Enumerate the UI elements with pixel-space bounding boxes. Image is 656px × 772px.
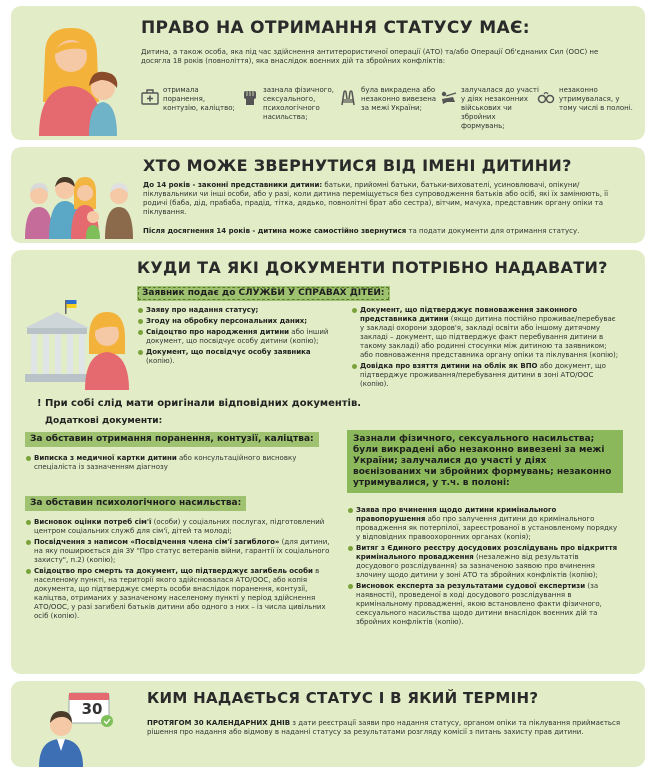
section-term (11, 681, 645, 767)
violence-box: Зазнали фізичного, сексуального насильства; були викрадені або незаконно вивезені за межі України; залучалися до участі у діях воєнізованих чи збройних формувань; незаконно утримувалися, у т.ч. в полоні: (347, 430, 623, 493)
injury-doc-list (25, 454, 325, 474)
right-doc-list (351, 306, 621, 391)
list-item: Заява про вчинення щодо дитини кримінального правопорушення або про залучення дитини до кримінального провадження як потерпілої, зареєстрованої в установленому порядку у відповідних правоохоронних органах (копія); (347, 506, 623, 542)
injury-bar: За обставин отримання поранення, контузії, каліцтва: (25, 432, 319, 447)
additional-docs-title: Додаткові документи: (45, 416, 163, 426)
handcuffs-icon (537, 88, 555, 106)
condition-label: була викрадена або незаконно вивезена за межі України; (361, 86, 437, 112)
family-illustration (23, 173, 141, 239)
applicant-bar: Заявник подає до СЛУЖБИ У СПРАВАХ ДІТЕЙ: (137, 286, 390, 301)
section-eligibility (11, 6, 645, 140)
section2-title: ХТО МОЖЕ ЗВЕРНУТИСЯ ВІД ІМЕНІ ДИТИНИ? (143, 156, 572, 175)
list-item: Довідка про взяття дитини на облік як ВПО або документ, що підтверджує проживання/перебування дитини в зоні АТО/ООС (копію). (351, 362, 621, 389)
raised-fist-icon (241, 88, 259, 106)
under14-text: батьки, прийомні батьки, батьки-вихователі, усиновлювачі, опікуни/піклувальники чи інші особи, або у разі, коли дитина переміщується без супроводження батьків або осіб, які їх замінюють, її родичі (баба, дід, прабаба, прадід, тітка, дядько, повнолітні брат або сестра), вітчим, мачуха, представник органу опіки та піклування. (143, 181, 609, 216)
psych-doc-list (25, 518, 331, 623)
condition-label: залучалася до участі у діях незаконних військових чи збройних формувань; (461, 86, 539, 130)
list-item: Документ, що посвідчує особу заявника (копію). (137, 348, 337, 366)
section-who-can-apply (11, 147, 645, 243)
section1-intro: Дитина, а також особа, яка під час здійснення антитерористичної операції (АТО) та/або Операції Об'єднаних Сил (ООС) не досягла 18 років (повноліття), яка внаслідок воєнних дій та збройних конфліктів: (141, 48, 599, 65)
section2-text-under14 (143, 181, 631, 217)
list-item: Висновок експерта за результатами судової експертизи (за наявності), проведеної в ході досудового розслідування в кримінальному провадженні, якою встановлено факти фізичного, сексуального насильства щодо дитини внаслідок воєнних дій та збройних конфліктів (копію). (347, 582, 623, 627)
violence-doc-list (347, 506, 623, 629)
condition-violence (241, 86, 341, 134)
section3-title: КУДИ ТА ЯКІ ДОКУМЕНТИ ПОТРІБНО НАДАВАТИ? (137, 258, 608, 277)
list-item: Згоду на обробку персональних даних; (137, 317, 337, 326)
term-text: з дати реєстрації заяви про надання статусу, органом опіки та піклування приймається рішення про надання або відмову в наданні статусу за результатами розгляду комісії з питань захисту прав дитини. (147, 719, 621, 736)
condition-label: зазнала фізичного, сексуального, психологічного насильства; (263, 86, 334, 121)
condition-armed-groups (439, 86, 539, 134)
office-building-woman-illustration (21, 298, 133, 390)
mother-child-illustration (31, 24, 123, 136)
condition-injury (141, 86, 241, 134)
soldier-crawling-icon (439, 88, 457, 106)
section4-text (147, 719, 633, 737)
section2-text-over14 (143, 227, 631, 236)
list-item: Свідоцтво про народження дитини або інший документ, що посвідчує особу дитини (копію); (137, 328, 337, 346)
list-item: Свідоцтво про смерть та документ, що підтверджує загибель особи в населеному пункті, на території якого здійснювалася АТО/ООС, або копія документа, що підтверджує смерть особи внаслідок поранення, контузії, каліцтва, отриманих у зазначеному населеному пункті у період здійснення АТО/ООС, у разі загибелі батьків дитини або одного з них – із числа цивільних осіб (копію). (25, 567, 331, 621)
condition-captivity (537, 86, 637, 134)
condition-abduction (339, 86, 439, 134)
section4-title: КИМ НАДАЄТЬСЯ СТАТУС І В ЯКИЙ ТЕРМІН? (147, 689, 539, 707)
section1-title: ПРАВО НА ОТРИМАННЯ СТАТУСУ МАЄ: (141, 18, 530, 38)
list-item: Висновок оцінки потреб сім'ї (особи) у соціальних послугах, підготовлений центром соціальних служб для сім'ї, дітей та молоді; (25, 518, 331, 536)
list-item: Документ, що підтверджує повноваження законного представника дитини (якщо дитина постійно проживає/перебуває у закладі охорони здоров'я, закладі освіти або іншому дитячому закладі – документ, що підтверджує факт перебування дитини в такому закладі) або родинні стосунки між дитиною та заявником; або повноваження представника органу опіки та піклування (копію); (351, 306, 621, 360)
list-item: Виписка з медичної картки дитини або консультаційного висновку спеціаліста із зазначенням діагнозу (25, 454, 325, 472)
under14-bold: До 14 років - законні представники дитини: (143, 181, 323, 189)
list-item: Витяг з Єдиного реєстру досудових розслідувань про відкриття кримінального провадження (незалежно від результатів досудового розслідування) за зазначеною заявою про вчинення злочину щодо дитини у зоні АТО та збройних конфліктів (копію); (347, 544, 623, 580)
left-doc-list (137, 306, 337, 368)
condition-label: незаконно утримувалася, у тому числі в полоні. (559, 86, 633, 112)
section-documents (11, 250, 645, 674)
originals-note: ! При собі слід мати оригінали відповідних документів. (37, 398, 362, 409)
first-aid-kit-icon (141, 88, 159, 106)
calendar-number: 30 (81, 700, 103, 718)
psych-bar: За обставин психологічного насильства: (25, 496, 246, 511)
over14-text: та подати документи для отримання статусу. (406, 227, 580, 235)
list-item: Заяву про надання статусу; (137, 306, 337, 315)
term-bold: ПРОТЯГОМ 30 КАЛЕНДАРНИХ ДНІВ (147, 719, 291, 727)
tied-hands-icon (339, 88, 357, 106)
list-item: Посвідчення з написом «Посвідчення члена сім'ї загиблого» (для дитини, на яку поширюється дія ЗУ "Про статус ветеранів війни, гарантії їх соціального захисту", п.2) (копію); (25, 538, 331, 565)
over14-bold: Після досягнення 14 років - дитина може самостійно звернутися (143, 227, 407, 235)
condition-label: отримала поранення, контузію, каліцтво; (163, 86, 235, 112)
